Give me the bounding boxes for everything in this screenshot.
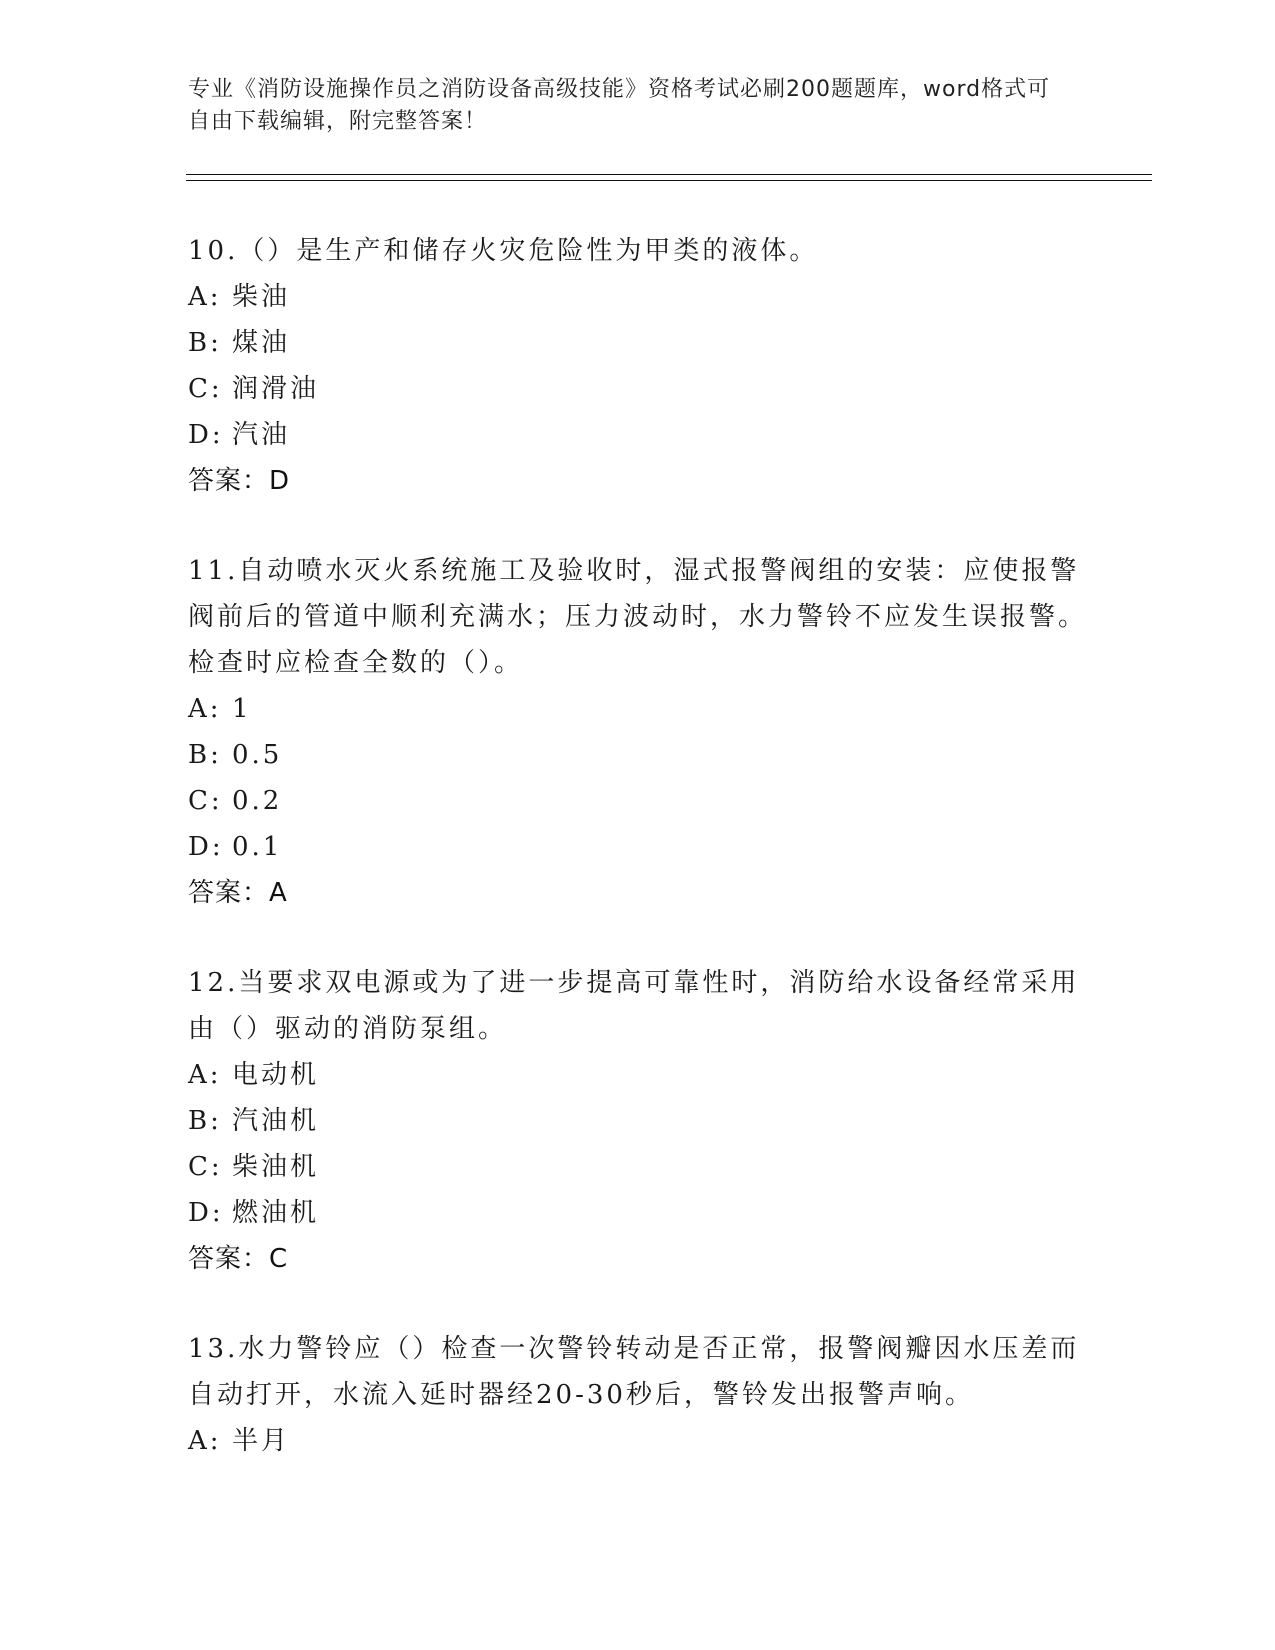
question-list [188,228,1088,1508]
option-letter: A: [188,1060,222,1090]
option-letter: A: [188,282,222,312]
option-text: 0.2 [232,786,283,816]
option-c [188,366,1088,412]
question-11 [188,548,1088,916]
option-letter: D: [188,832,224,862]
option-b [188,320,1088,366]
option-text: 柴油 [232,282,291,312]
answer-line: 答案：A [188,878,288,908]
option-letter: C: [188,786,223,816]
option-c [188,778,1088,824]
question-12 [188,960,1088,1282]
option-text: 半月 [232,1426,291,1456]
option-text: 煤油 [232,328,291,358]
option-letter: B: [188,328,222,358]
option-text: 汽油机 [232,1106,320,1136]
question-stem: 11.自动喷水灭火系统施工及验收时，湿式报警阀组的安装：应使报警阀前后的管道中顺利充满水；压力波动时，水力警铃不应发生误报警。检查时应检查全数的（）。 [188,556,1088,678]
option-letter: C: [188,374,223,404]
question-stem: 12.当要求双电源或为了进一步提高可靠性时，消防给水设备经常采用由（）驱动的消防泵组。 [188,968,1080,1044]
document-header: 专业《消防设施操作员之消防设备高级技能》资格考试必刷200题题库，word格式可自由下载编辑，附完整答案！ [188,77,1051,134]
question-stem: 13.水力警铃应（）检查一次警铃转动是否正常，报警阀瓣因水压差而自动打开，水流入延时器经20-30秒后，警铃发出报警声响。 [188,1334,1080,1410]
option-text: 0.1 [232,832,283,862]
option-letter: D: [188,1198,224,1228]
option-text: 0.5 [232,740,283,770]
option-d [188,824,1088,870]
option-text: 电动机 [232,1060,320,1090]
header-divider-bottom [186,180,1152,181]
option-letter: C: [188,1152,223,1182]
question-13 [188,1326,1088,1464]
option-letter: A: [188,1426,222,1456]
option-a [188,1418,1088,1464]
answer-line: 答案：D [188,466,291,496]
option-b [188,732,1088,778]
option-text: 燃油机 [232,1198,320,1228]
option-d [188,412,1088,458]
option-a [188,1052,1088,1098]
option-a [188,686,1088,732]
option-text: 1 [232,694,252,724]
option-letter: B: [188,1106,222,1136]
option-b [188,1098,1088,1144]
answer-line: 答案：C [188,1244,289,1274]
option-letter: B: [188,740,222,770]
option-c [188,1144,1088,1190]
option-letter: D: [188,420,224,450]
question-stem: 10.（）是生产和储存火灾危险性为甲类的液体。 [188,236,819,266]
header-divider-top [186,174,1152,175]
question-10 [188,228,1088,504]
option-letter: A: [188,694,222,724]
option-a [188,274,1088,320]
option-text: 柴油机 [232,1152,320,1182]
option-text: 汽油 [232,420,291,450]
option-text: 润滑油 [232,374,320,404]
option-d [188,1190,1088,1236]
